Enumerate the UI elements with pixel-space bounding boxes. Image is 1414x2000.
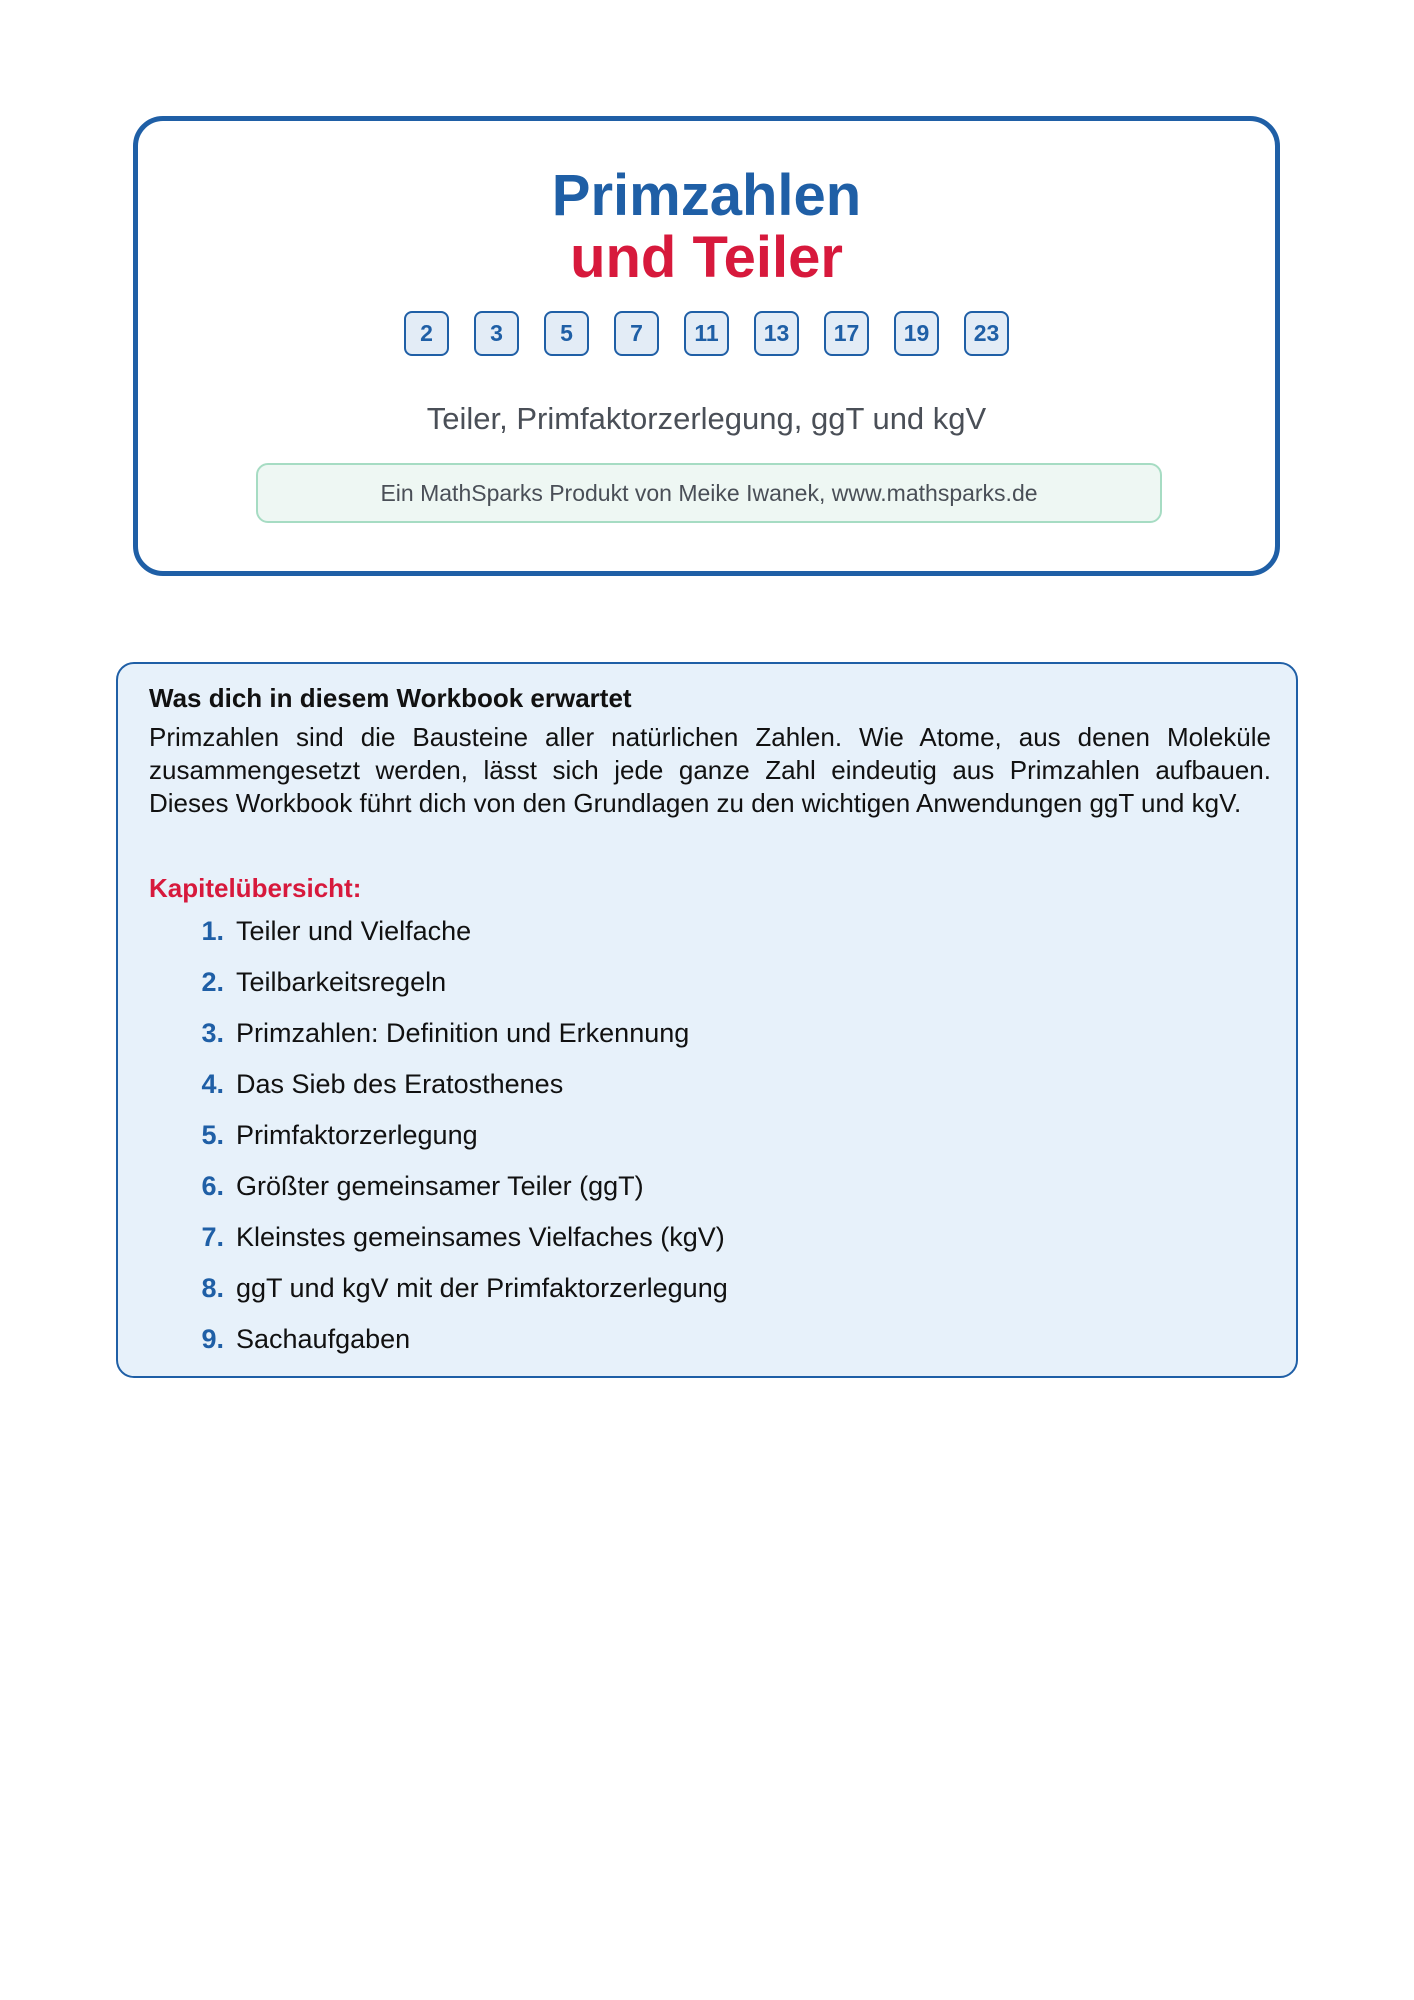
chapter-title: Das Sieb des Eratosthenes — [236, 1069, 564, 1099]
chapter-number: 4. — [201, 1069, 224, 1099]
chapter-title: Teiler und Vielfache — [236, 916, 472, 946]
workbook-info-card — [116, 662, 1298, 1378]
chapter-title: Primfaktorzerlegung — [236, 1120, 478, 1150]
prime-badge: 5 — [544, 311, 589, 356]
chapter-item — [181, 1067, 728, 1118]
prime-badge: 13 — [754, 311, 799, 356]
chapter-number: 9. — [201, 1324, 224, 1354]
prime-badge: 17 — [824, 311, 869, 356]
prime-badge: 11 — [684, 311, 729, 356]
chapter-title: Teilbarkeitsregeln — [236, 967, 447, 997]
prime-numbers-row — [138, 311, 1275, 356]
chapter-number: 1. — [201, 916, 224, 946]
title-card — [133, 116, 1280, 576]
chapter-overview-heading: Kapitelübersicht: — [149, 873, 362, 903]
chapter-title: ggT und kgV mit der Primfaktorzerlegung — [236, 1273, 728, 1303]
chapter-number: 6. — [201, 1171, 224, 1201]
intro-heading: Was dich in diesem Workbook erwartet — [149, 683, 632, 713]
chapter-number: 5. — [201, 1120, 224, 1150]
chapter-title: Kleinstes gemeinsames Vielfaches (kgV) — [236, 1222, 725, 1252]
prime-badge: 19 — [894, 311, 939, 356]
chapter-number: 3. — [201, 1018, 224, 1048]
prime-badge: 3 — [474, 311, 519, 356]
credit-box — [256, 463, 1162, 523]
prime-badge: 7 — [614, 311, 659, 356]
chapter-item — [181, 1118, 728, 1169]
chapter-item — [181, 914, 728, 965]
chapter-item — [181, 965, 728, 1016]
chapter-number: 7. — [201, 1222, 224, 1252]
prime-badge: 23 — [964, 311, 1009, 356]
chapter-item — [181, 1271, 728, 1322]
prime-badge: 2 — [404, 311, 449, 356]
chapter-title: Sachaufgaben — [236, 1324, 411, 1354]
chapter-title: Größter gemeinsamer Teiler (ggT) — [236, 1171, 644, 1201]
title-und-teiler: und Teiler — [570, 225, 843, 290]
intro-text: Primzahlen sind die Bausteine aller natürlichen Zahlen. Wie Atome, aus denen Moleküle zusammengesetzt werden, lässt sich jede ganze Zahl eindeutig aus Primzahlen aufbauen. Dieses Workbook führt dich von den Grundlagen zu den wichtigen Anwendungen ggT und kgV. — [149, 722, 1271, 818]
subtitle: Teiler, Primfaktorzerlegung, ggT und kgV — [426, 401, 987, 436]
chapter-item — [181, 1016, 728, 1067]
chapter-number: 2. — [201, 967, 224, 997]
credit-text: Ein MathSparks Produkt von Meike Iwanek, www.mathsparks.de — [380, 479, 1038, 506]
chapter-list — [181, 914, 728, 1373]
chapter-number: 8. — [201, 1273, 224, 1303]
chapter-item — [181, 1322, 728, 1373]
title-primzahlen: Primzahlen — [551, 163, 862, 228]
chapter-item — [181, 1220, 728, 1271]
chapter-title: Primzahlen: Definition und Erkennung — [236, 1018, 690, 1048]
chapter-item — [181, 1169, 728, 1220]
